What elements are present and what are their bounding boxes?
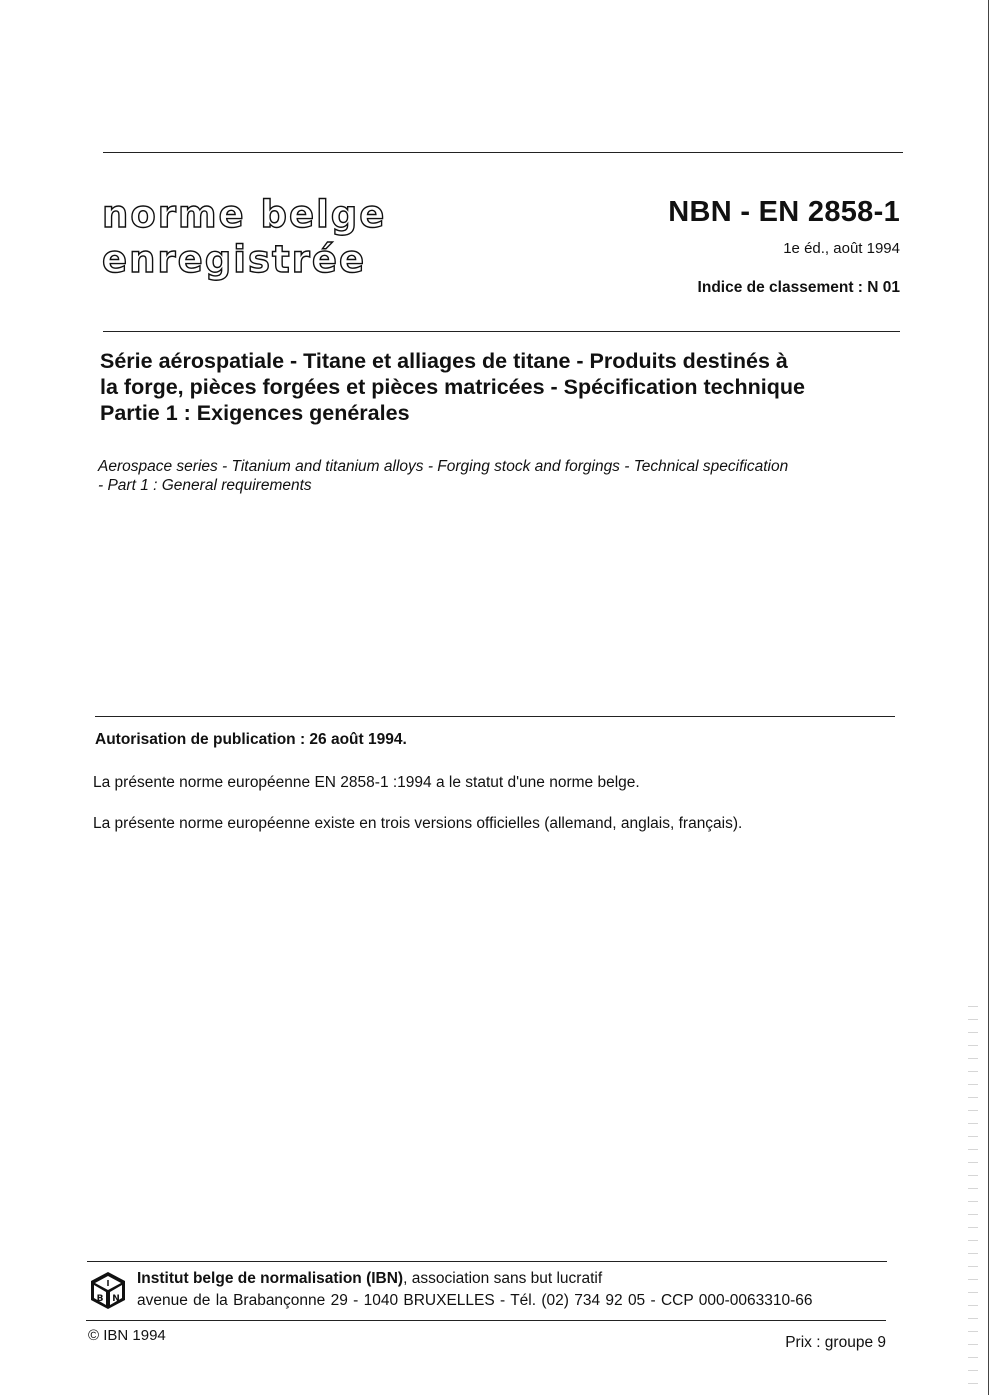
authorization-date: Autorisation de publication : 26 août 1994. (95, 731, 407, 748)
title-english-line1: Aerospace series - Titanium and titanium alloys - Forging stock and forgings - Technical specification (98, 458, 789, 475)
scan-noise (968, 1000, 978, 1395)
title-french-line2: la forge, pièces forgées et pièces matricées - Spécification technique (100, 375, 805, 399)
brand-mark (102, 192, 386, 282)
institute-description: , association sans but lucratif (403, 1270, 603, 1287)
price-group: Prix : groupe 9 (785, 1334, 886, 1351)
brand-line2: enregistrée (102, 238, 367, 281)
standard-number: NBN - EN 2858-1 (668, 196, 900, 228)
title-french-line3: Partie 1 : Exigences genérales (100, 401, 410, 425)
title-french (100, 348, 900, 426)
scan-edge (988, 0, 990, 1395)
svg-text:B: B (96, 1294, 104, 1304)
ibn-logo-icon (88, 1270, 128, 1310)
institute-address: avenue de la Brabançonne 29 - 1040 BRUXELLES - Tél. (02) 734 92 05 - CCP 000-0063310-66 (137, 1292, 813, 1309)
footer-top-rule (87, 1261, 887, 1262)
title-english-line2: - Part 1 : General requirements (98, 477, 312, 494)
brand-line1: norme belge (102, 193, 387, 236)
title-top-rule (103, 331, 900, 332)
svg-text:I: I (106, 1279, 110, 1288)
edition-date: 1e éd., août 1994 (783, 240, 900, 257)
versions-statement: La présente norme européenne existe en trois versions officielles (allemand, anglais, français). (93, 815, 743, 832)
title-english (98, 457, 903, 495)
classification-index: Indice de classement : N 01 (697, 279, 900, 296)
top-rule (103, 152, 903, 153)
copyright: © IBN 1994 (88, 1327, 166, 1344)
institute-line (137, 1270, 602, 1288)
body-top-rule (95, 716, 895, 717)
svg-text:N: N (112, 1294, 120, 1304)
footer-bottom-rule (86, 1320, 886, 1321)
title-french-line1: Série aérospatiale - Titane et alliages de titane - Produits destinés à (100, 349, 788, 373)
institute-name: Institut belge de normalisation (IBN) (137, 1270, 404, 1287)
status-statement: La présente norme européenne EN 2858-1 :1994 a le statut d'une norme belge. (93, 774, 640, 791)
